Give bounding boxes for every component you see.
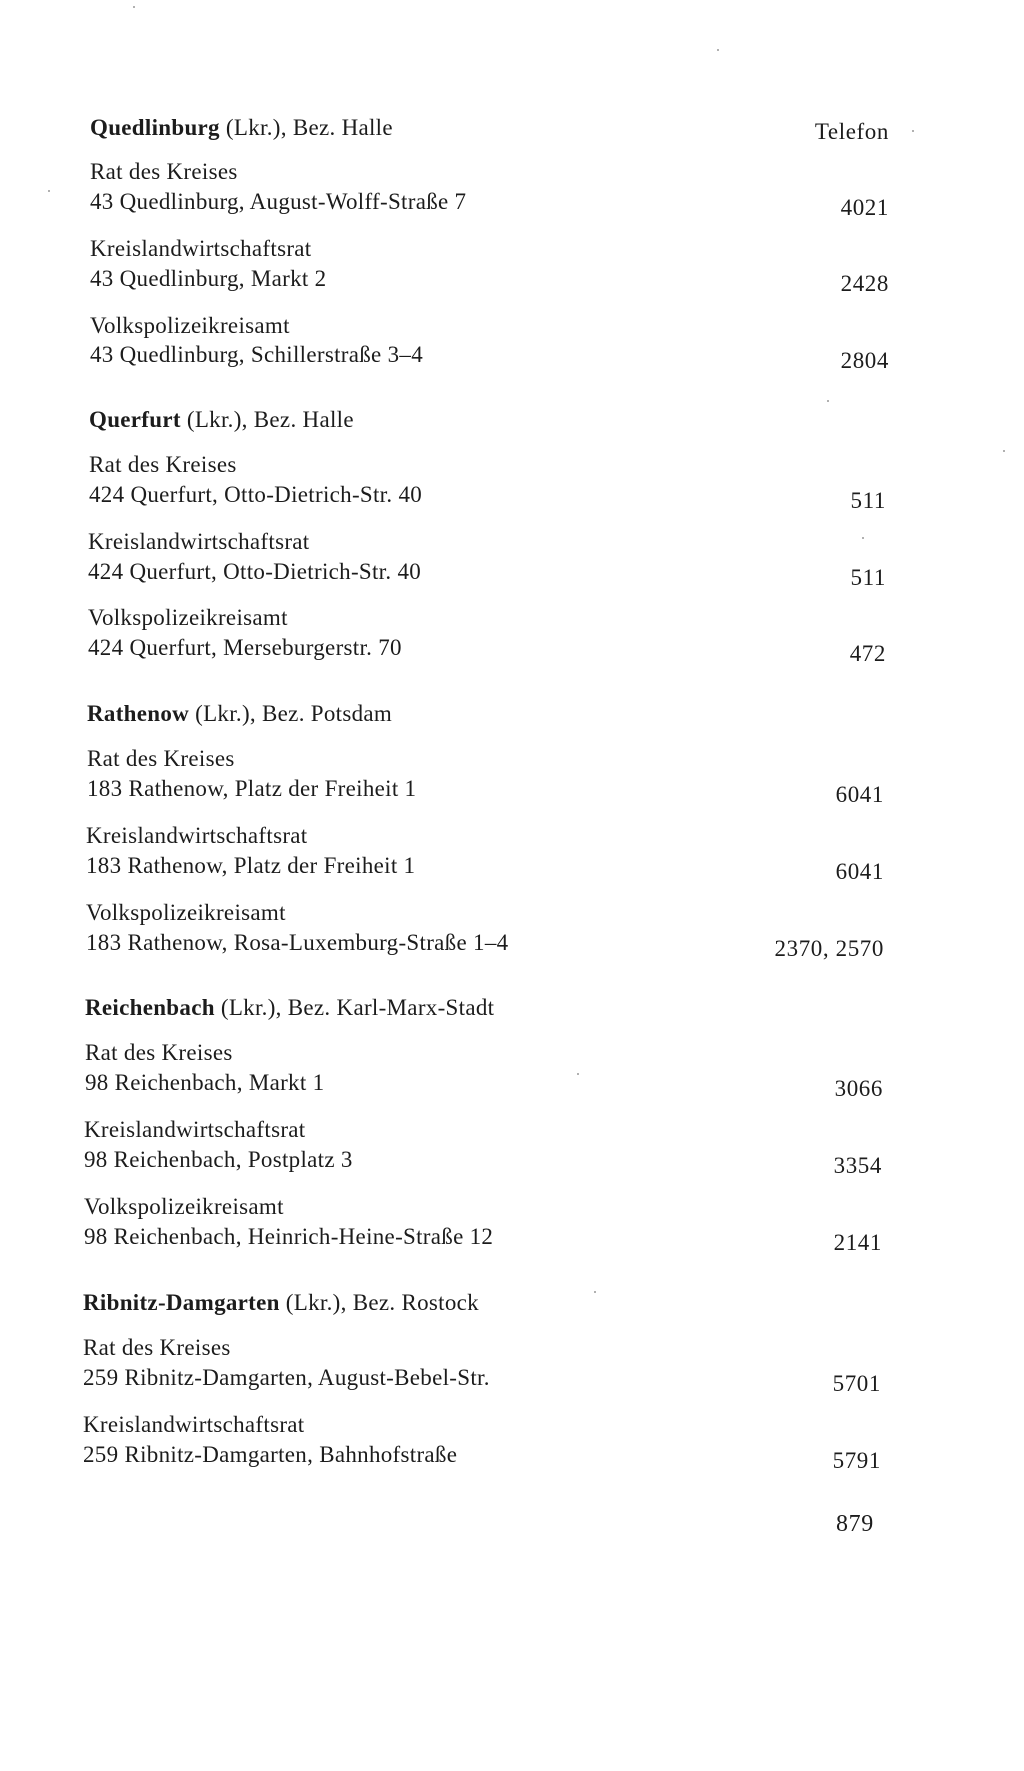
office-name: Volkspolizeikreisamt — [84, 1194, 284, 1219]
office-phone: 5791 — [832, 1448, 881, 1473]
office-address: 259 Ribnitz-Damgarten, Bahnhofstraße — [83, 1442, 458, 1467]
office-address: 43 Quedlinburg, Schillerstraße 3–4 — [90, 342, 423, 367]
office-address: 43 Quedlinburg, August-Wolff-Straße 7 — [90, 189, 467, 214]
phone-column-header: Telefon — [814, 119, 889, 144]
scan-speck — [862, 537, 864, 539]
scan-speck — [912, 130, 914, 132]
scan-speck — [1003, 450, 1005, 452]
office-phone: 6041 — [835, 782, 884, 807]
district-suffix: (Lkr.), Bez. Potsdam — [189, 701, 393, 726]
district-name — [85, 993, 494, 1023]
district-title: Ribnitz-Damgarten — [83, 1290, 280, 1315]
scan-speck — [133, 6, 135, 8]
district-suffix: (Lkr.), Bez. Halle — [219, 115, 393, 140]
office-address: 183 Rathenow, Platz der Freiheit 1 — [87, 776, 417, 801]
district-title: Reichenbach — [85, 995, 215, 1020]
office-address: 259 Ribnitz-Damgarten, August-Bebel-Str. — [83, 1365, 490, 1390]
district-suffix: (Lkr.), Bez. Rostock — [279, 1290, 479, 1315]
office-name: Rat des Kreises — [87, 746, 235, 771]
office-name: Kreislandwirtschaftsrat — [86, 823, 308, 848]
scan-speck — [577, 1073, 579, 1075]
office-address: 43 Quedlinburg, Markt 2 — [90, 266, 327, 291]
office-address: 98 Reichenbach, Heinrich-Heine-Straße 12 — [84, 1224, 494, 1249]
district-suffix: (Lkr.), Bez. Karl-Marx-Stadt — [214, 995, 495, 1020]
office-address: 424 Querfurt, Otto-Dietrich-Str. 40 — [89, 482, 423, 507]
district-name — [89, 405, 354, 435]
office-address: 183 Rathenow, Rosa-Luxemburg-Straße 1–4 — [86, 930, 509, 955]
office-name: Kreislandwirtschaftsrat — [88, 529, 310, 554]
district-name — [87, 699, 392, 729]
office-name: Volkspolizeikreisamt — [90, 313, 290, 338]
office-address: 424 Querfurt, Merseburgerstr. 70 — [88, 635, 402, 660]
page-number: 879 — [836, 1511, 874, 1537]
office-phone: 5701 — [832, 1371, 881, 1396]
office-phone: 511 — [850, 565, 886, 590]
office-address: 424 Querfurt, Otto-Dietrich-Str. 40 — [88, 559, 422, 584]
office-phone: 6041 — [835, 859, 884, 884]
office-name: Rat des Kreises — [89, 452, 237, 477]
district-name — [90, 113, 393, 143]
district-suffix: (Lkr.), Bez. Halle — [180, 407, 354, 432]
office-phone: 3066 — [834, 1076, 883, 1101]
office-phone: 472 — [849, 641, 886, 666]
office-name: Volkspolizeikreisamt — [86, 900, 286, 925]
office-phone: 3354 — [833, 1153, 882, 1178]
office-name: Rat des Kreises — [90, 159, 238, 184]
office-name: Kreislandwirtschaftsrat — [90, 236, 312, 261]
office-phone: 511 — [850, 488, 886, 513]
office-phone: 2428 — [840, 271, 889, 296]
office-address: 183 Rathenow, Platz der Freiheit 1 — [86, 853, 416, 878]
scan-speck — [827, 400, 829, 402]
office-name: Rat des Kreises — [85, 1040, 233, 1065]
office-name: Kreislandwirtschaftsrat — [84, 1117, 306, 1142]
office-name: Volkspolizeikreisamt — [88, 605, 288, 630]
office-phone: 2141 — [833, 1230, 882, 1255]
office-name: Kreislandwirtschaftsrat — [83, 1412, 305, 1437]
district-title: Rathenow — [87, 701, 190, 726]
scan-speck — [717, 49, 719, 51]
office-address: 98 Reichenbach, Postplatz 3 — [84, 1147, 353, 1172]
office-phone: 4021 — [840, 195, 889, 220]
scan-speck — [594, 1291, 596, 1293]
district-title: Quedlinburg — [90, 115, 220, 140]
district-name — [83, 1288, 479, 1318]
scan-speck — [48, 190, 50, 192]
office-address: 98 Reichenbach, Markt 1 — [85, 1070, 325, 1095]
office-name: Rat des Kreises — [83, 1335, 231, 1360]
office-phone: 2804 — [840, 348, 889, 373]
district-title: Querfurt — [89, 407, 181, 432]
office-phone: 2370, 2570 — [774, 936, 884, 961]
